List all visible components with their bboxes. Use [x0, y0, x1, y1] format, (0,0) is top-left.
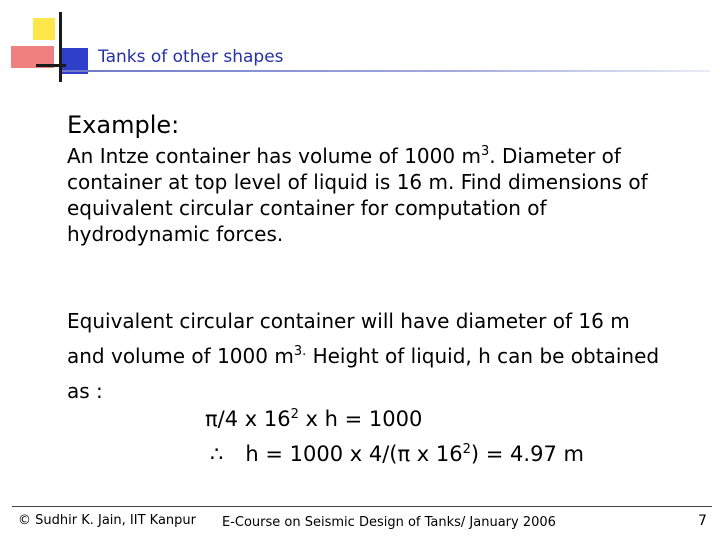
problem-statement — [67, 143, 648, 247]
problem-line-3: equivalent circular container for computation of — [67, 196, 547, 220]
solution-line-2: and volume of 1000 $m^{3.}$ Height of liquid, h can be obtained — [67, 344, 660, 368]
example-heading: Example: — [67, 111, 180, 139]
solution-line-1: Equivalent circular container will have diameter of 16 m — [67, 309, 630, 333]
therefore-symbol: ∴ — [210, 442, 224, 466]
problem-line-4: hydrodynamic forces. — [67, 222, 284, 246]
footer-divider — [12, 506, 712, 507]
equation-2: ∴ h = 1000 x 4/(π x $16^2) = 4.97$ m — [210, 442, 584, 466]
solution-text — [67, 304, 659, 409]
slide-title: Tanks of other shapes — [98, 47, 284, 67]
problem-line-1: An Intze container has volume of 1000 $m^3$. Diameter of — [67, 144, 621, 168]
footer-course: E-Course on Seismic Design of Tanks/ January 2006 — [222, 515, 556, 530]
solution-line-3: as : — [67, 379, 103, 403]
decor-horizontal-line — [36, 64, 66, 67]
decor-yellow-square — [33, 18, 55, 40]
problem-line-2: container at top level of liquid is 16 m. Find dimensions of — [67, 170, 648, 194]
footer-author: © Sudhir K. Jain, IIT Kanpur — [18, 513, 196, 528]
page-number: 7 — [698, 513, 707, 529]
equation-1: π/4 x $16^2$ x h = 1000 — [205, 407, 423, 431]
title-underline — [62, 70, 710, 72]
